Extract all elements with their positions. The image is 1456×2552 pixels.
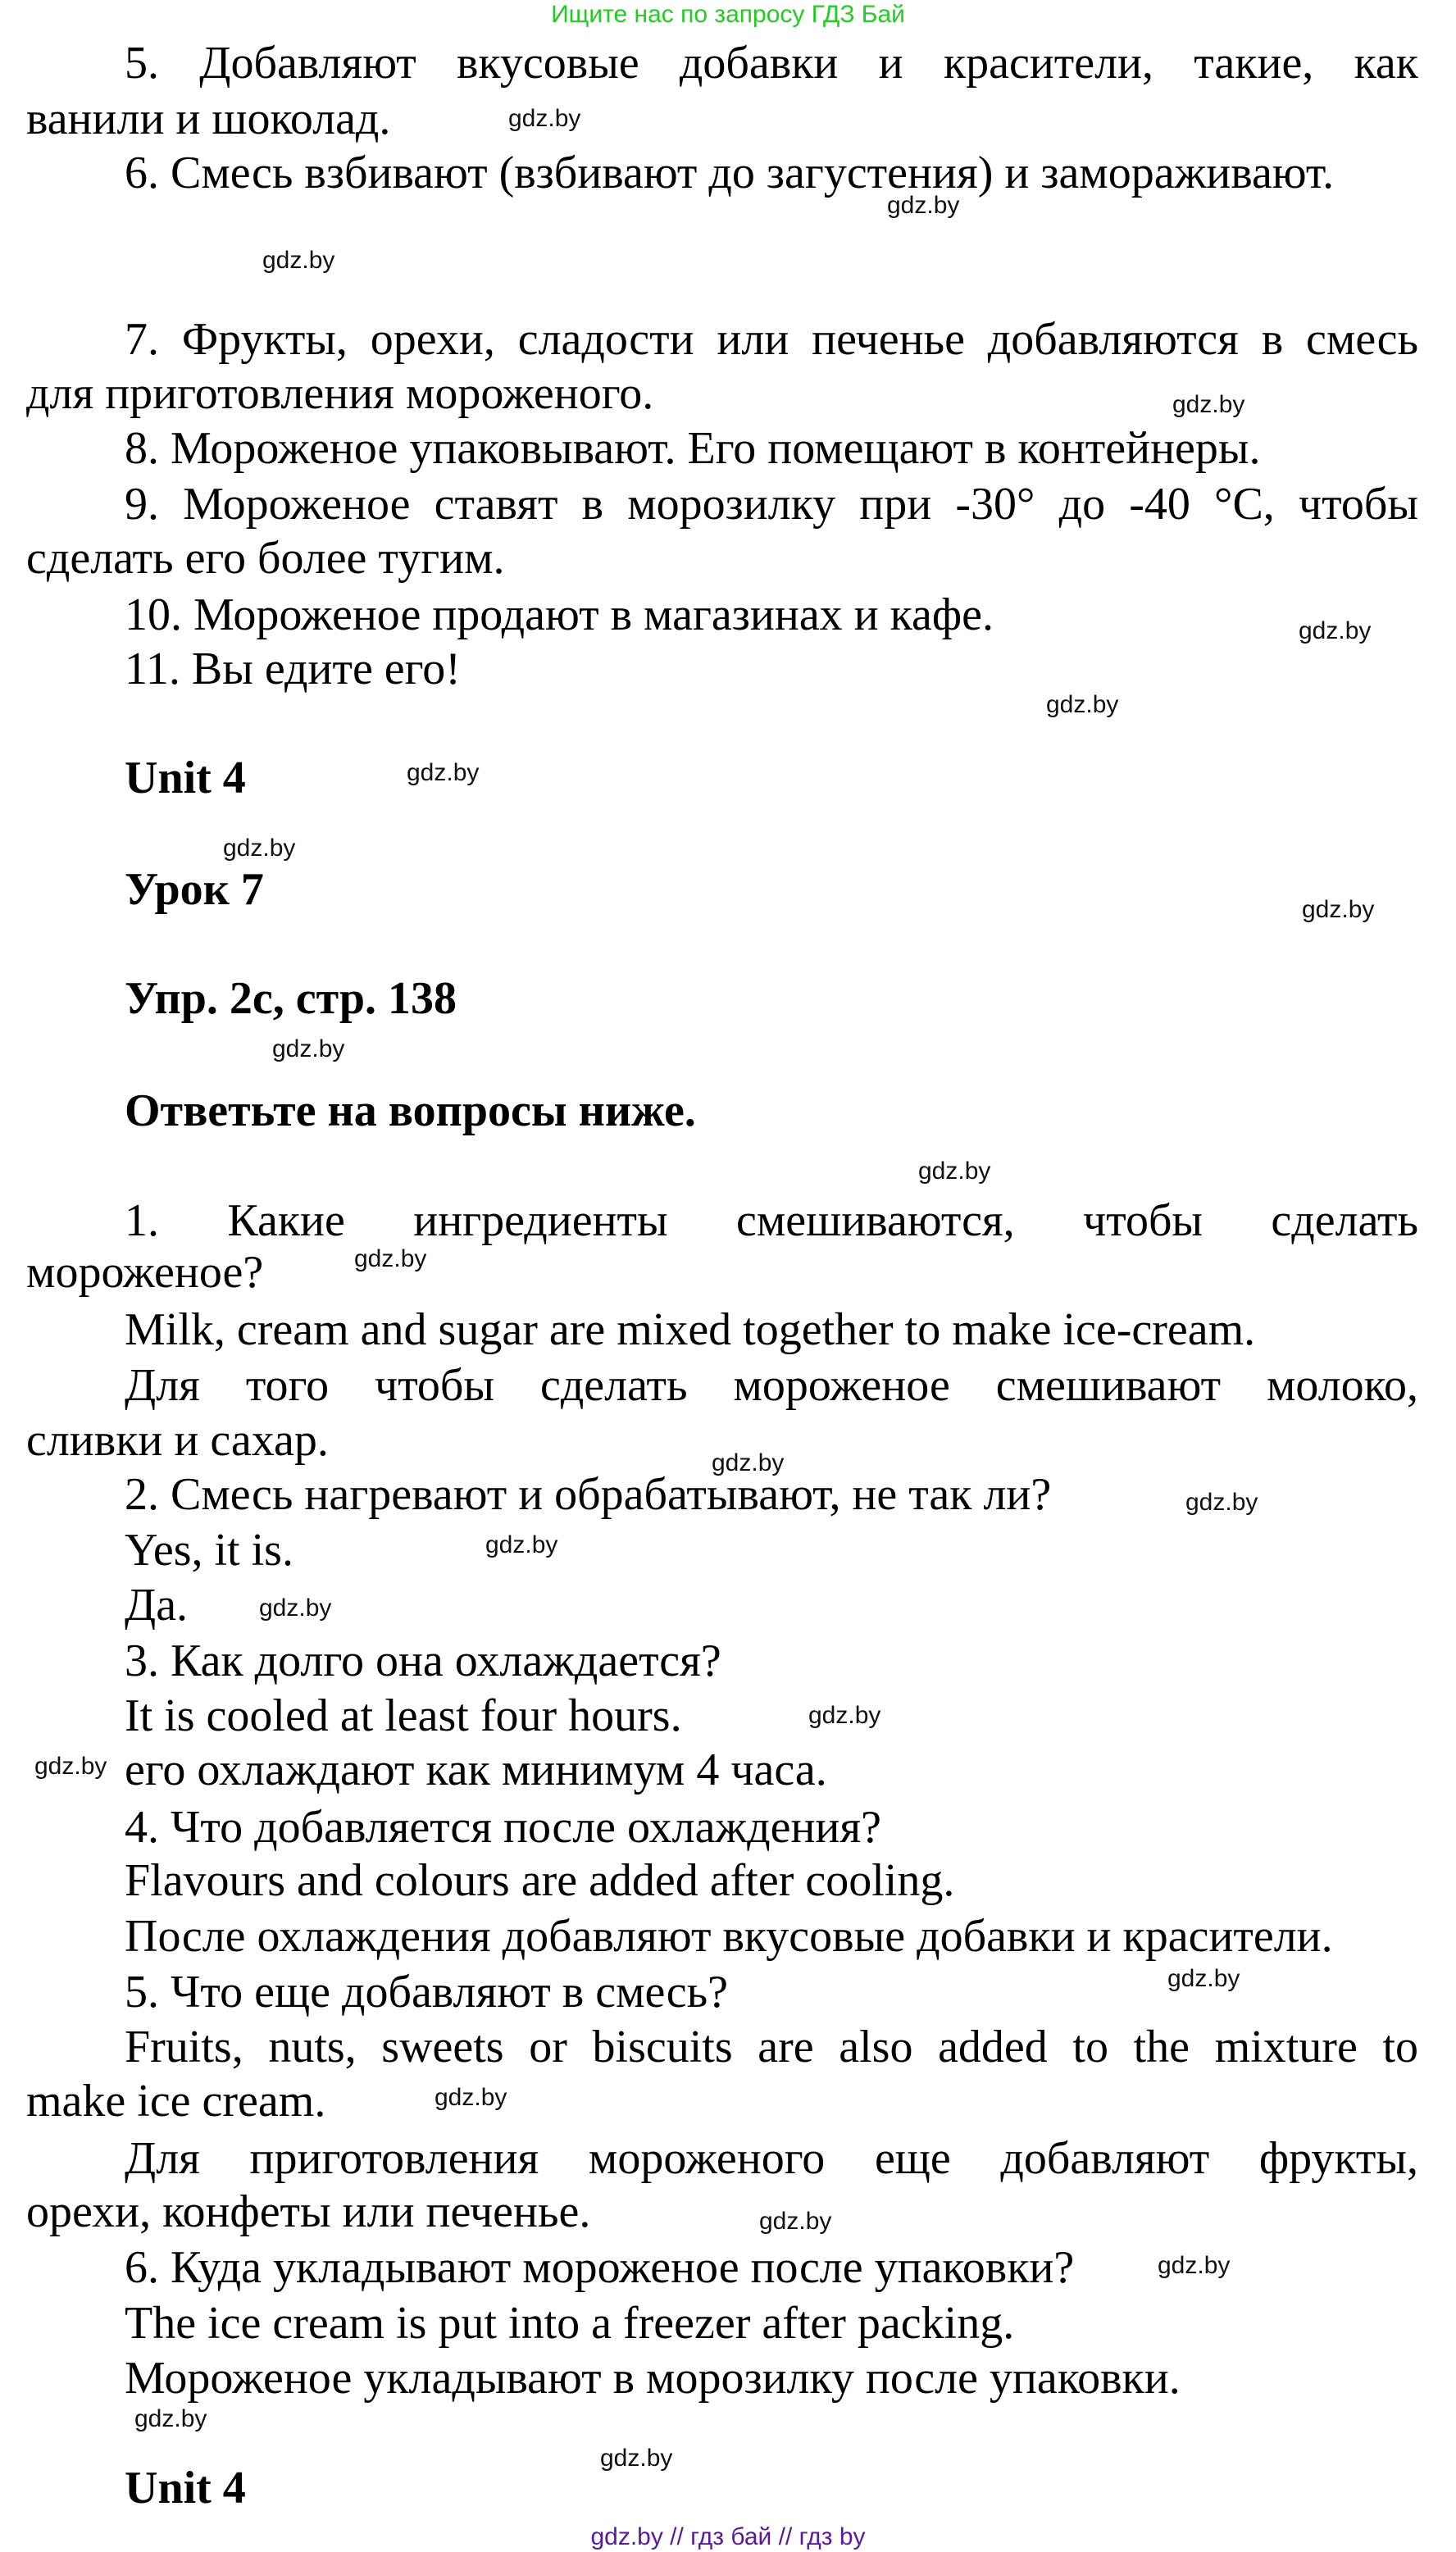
watermark: gdz.by: [272, 1035, 345, 1062]
translation-line: его охлаждают как минимум 4 часа.: [125, 1745, 827, 1795]
question-line: мороженое?: [26, 1247, 264, 1298]
answer-line: Fruits, nuts, sweets or biscuits are also added to the mixture to: [125, 2022, 1418, 2072]
answer-line: make ice cream.: [26, 2076, 326, 2127]
watermark: gdz.by: [508, 105, 581, 132]
watermark: gdz.by: [1158, 2252, 1231, 2279]
watermark: gdz.by: [485, 1531, 558, 1558]
watermark: gdz.by: [600, 2445, 673, 2472]
answer-line: The ice cream is put into a freezer after packing.: [125, 2298, 1015, 2349]
question-line: 3. Как долго она охлаждается?: [125, 1635, 721, 1686]
lesson-heading: Урок 7: [125, 864, 264, 915]
search-banner: Ищите нас по запросу ГДЗ Бай: [551, 1, 905, 28]
exercise-heading: Упр. 2с, стр. 138: [125, 973, 457, 1024]
translation-line: орехи, конфеты или печенье.: [26, 2186, 591, 2237]
watermark: gdz.by: [1167, 1965, 1240, 1992]
text-line: сделать его более тугим.: [26, 533, 505, 584]
translation-line: сливки и сахар.: [26, 1415, 329, 1466]
text-line: 8. Мороженое упаковывают. Его помещают в контейнеры.: [125, 423, 1261, 474]
translation-line: Да.: [125, 1580, 189, 1631]
watermark: gdz.by: [407, 759, 480, 786]
translation-line: Для того чтобы сделать мороженое смешивают молоко,: [125, 1360, 1418, 1411]
watermark: gdz.by: [1046, 691, 1119, 718]
answer-line: It is cooled at least four hours.: [125, 1690, 682, 1741]
watermark: gdz.by: [223, 835, 296, 862]
watermark: gdz.by: [918, 1158, 991, 1185]
text-line: 5. Добавляют вкусовые добавки и красители, такие, как: [125, 38, 1418, 89]
watermark: gdz.by: [887, 192, 960, 219]
watermark: gdz.by: [1185, 1489, 1258, 1516]
watermark: gdz.by: [34, 1753, 107, 1780]
text-line: 6. Смесь взбивают (взбивают до загустения) и замораживают.: [125, 148, 1335, 198]
watermark: gdz.by: [262, 247, 335, 274]
footer-links: gdz.by // гдз бай // гдз by: [590, 2523, 866, 2550]
text-line: для приготовления мороженого.: [26, 368, 654, 419]
unit-heading: Unit 4: [125, 753, 246, 803]
translation-line: Для приготовления мороженого еще добавляют фрукты,: [125, 2133, 1418, 2184]
watermark: gdz.by: [259, 1594, 332, 1622]
watermark: gdz.by: [712, 1449, 785, 1476]
translation-line: Мороженое укладывают в морозилку после упаковки.: [125, 2353, 1181, 2404]
text-line: 9. Мороженое ставят в морозилку при -30° до -40 °С, чтобы: [125, 479, 1418, 530]
unit-heading: Unit 4: [125, 2463, 246, 2513]
question-line: 1. Какие ингредиенты смешиваются, чтобы сделать: [125, 1195, 1418, 1246]
text-line: 10. Мороженое продают в магазинах и кафе.: [125, 589, 994, 640]
translation-line: После охлаждения добавляют вкусовые добавки и красители.: [125, 1911, 1333, 1962]
text-line: 7. Фрукты, орехи, сладости или печенье добавляются в смесь: [125, 314, 1418, 365]
watermark: gdz.by: [1172, 391, 1245, 418]
question-line: 6. Куда укладывают мороженое после упаковки?: [125, 2242, 1075, 2293]
answer-line: Flavours and colours are added after cooling.: [125, 1855, 955, 1906]
answer-line: Milk, cream and sugar are mixed together to make ice-cream.: [125, 1304, 1256, 1355]
question-line: 2. Смесь нагревают и обрабатывают, не так ли?: [125, 1469, 1052, 1520]
watermark: gdz.by: [1302, 896, 1375, 923]
question-line: 4. Что добавляется после охлаждения?: [125, 1802, 882, 1853]
watermark: gdz.by: [435, 2084, 507, 2111]
watermark: gdz.by: [354, 1245, 427, 1272]
watermark: gdz.by: [1299, 617, 1372, 644]
watermark: gdz.by: [808, 1702, 881, 1729]
text-line: 11. Вы едите его!: [125, 644, 461, 694]
watermark: gdz.by: [759, 2208, 832, 2235]
task-heading: Ответьте на вопросы ниже.: [125, 1085, 696, 1136]
text-line: ванили и шоколад.: [26, 93, 391, 144]
question-line: 5. Что еще добавляют в смесь?: [125, 1967, 729, 2017]
watermark: gdz.by: [134, 2405, 207, 2432]
answer-line: Yes, it is.: [125, 1525, 293, 1576]
